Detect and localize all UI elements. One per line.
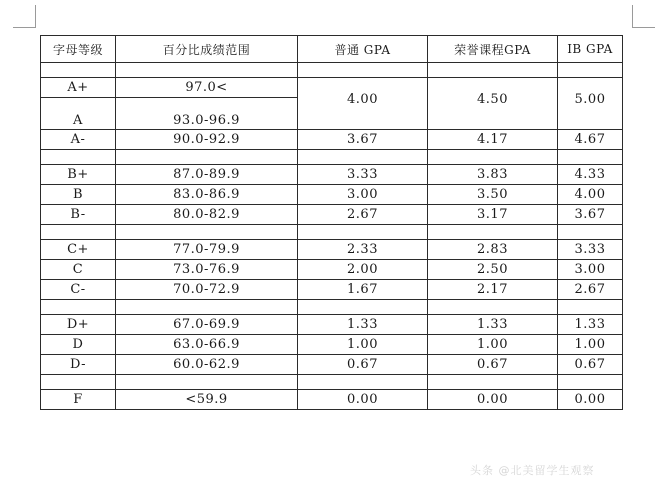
header-percent-range: 百分比成绩范围	[116, 36, 298, 63]
ib-gpa-cell: 0.67	[558, 355, 623, 375]
honors-gpa-cell: 0.67	[428, 355, 558, 375]
range-cell: <59.9	[116, 390, 298, 410]
spacer-row	[41, 225, 623, 240]
honors-gpa-cell: 2.17	[428, 280, 558, 300]
grade-cell: C	[41, 260, 116, 280]
regular-gpa-cell: 0.00	[298, 390, 428, 410]
table-row	[41, 315, 623, 335]
ib-gpa-cell: 4.33	[558, 165, 623, 185]
grade-cell: C-	[41, 280, 116, 300]
range-cell: 97.0<	[116, 78, 298, 98]
ib-gpa-cell: 1.00	[558, 335, 623, 355]
range-cell: 90.0-92.9	[116, 130, 298, 150]
watermark: 头条 @北美留学生观察	[470, 464, 595, 477]
range-cell: 93.0-96.9	[116, 98, 298, 130]
range-cell: 80.0-82.9	[116, 205, 298, 225]
ib-gpa-cell: 1.33	[558, 315, 623, 335]
spacer-cell	[558, 150, 623, 165]
grade-cell: C+	[41, 240, 116, 260]
regular-gpa-cell: 3.33	[298, 165, 428, 185]
gpa-conversion-table	[40, 35, 623, 410]
ib-gpa-cell: 3.33	[558, 240, 623, 260]
table-row	[41, 240, 623, 260]
range-cell: 77.0-79.9	[116, 240, 298, 260]
honors-gpa-cell: 2.83	[428, 240, 558, 260]
honors-gpa-cell: 4.17	[428, 130, 558, 150]
honors-gpa-cell: 1.00	[428, 335, 558, 355]
header-regular-gpa: 普通 GPA	[298, 36, 428, 63]
table-row	[41, 165, 623, 185]
spacer-cell	[41, 150, 116, 165]
spacer-cell	[298, 375, 428, 390]
spacer-cell	[116, 150, 298, 165]
spacer-cell	[41, 375, 116, 390]
honors-gpa-cell: 3.17	[428, 205, 558, 225]
header-ib-gpa: IB GPA	[558, 36, 623, 63]
ib-gpa-cell: 5.00	[558, 78, 623, 130]
spacer-cell	[116, 375, 298, 390]
range-cell: 60.0-62.9	[116, 355, 298, 375]
spacer-cell	[428, 150, 558, 165]
grade-cell: D+	[41, 315, 116, 335]
spacer-cell	[428, 225, 558, 240]
range-cell: 73.0-76.9	[116, 260, 298, 280]
grade-cell: A-	[41, 130, 116, 150]
table-row	[41, 390, 623, 410]
spacer-row	[41, 150, 623, 165]
grade-cell: F	[41, 390, 116, 410]
spacer-cell	[116, 300, 298, 315]
regular-gpa-cell: 1.67	[298, 280, 428, 300]
regular-gpa-cell: 1.00	[298, 335, 428, 355]
table-row	[41, 280, 623, 300]
table-row	[41, 78, 623, 98]
regular-gpa-cell: 3.67	[298, 130, 428, 150]
range-cell: 67.0-69.9	[116, 315, 298, 335]
header-honors-gpa: 荣誉课程GPA	[428, 36, 558, 63]
range-cell: 70.0-72.9	[116, 280, 298, 300]
table-row	[41, 185, 623, 205]
grade-cell: B-	[41, 205, 116, 225]
table-row	[41, 335, 623, 355]
spacer-row	[41, 375, 623, 390]
table-row	[41, 205, 623, 225]
grade-cell: D	[41, 335, 116, 355]
range-cell: 83.0-86.9	[116, 185, 298, 205]
spacer-cell	[428, 300, 558, 315]
grade-cell: B	[41, 185, 116, 205]
regular-gpa-cell: 2.00	[298, 260, 428, 280]
header-letter-grade: 字母等级	[41, 36, 116, 63]
ib-gpa-cell: 3.00	[558, 260, 623, 280]
spacer-cell	[41, 225, 116, 240]
honors-gpa-cell: 3.50	[428, 185, 558, 205]
regular-gpa-cell: 4.00	[298, 78, 428, 130]
spacer-cell	[298, 225, 428, 240]
grade-cell: A+	[41, 78, 116, 98]
range-cell: 87.0-89.9	[116, 165, 298, 185]
spacer-cell	[41, 300, 116, 315]
range-cell: 63.0-66.9	[116, 335, 298, 355]
spacer-cell	[298, 300, 428, 315]
regular-gpa-cell: 2.33	[298, 240, 428, 260]
page-corner-mark-right	[632, 5, 655, 28]
grade-cell: A	[41, 98, 116, 130]
spacer-row	[41, 63, 623, 78]
grade-cell: D-	[41, 355, 116, 375]
table-header-row	[41, 36, 623, 63]
ib-gpa-cell: 3.67	[558, 205, 623, 225]
ib-gpa-cell: 0.00	[558, 390, 623, 410]
table-row	[41, 130, 623, 150]
spacer-cell	[116, 225, 298, 240]
honors-gpa-cell: 0.00	[428, 390, 558, 410]
regular-gpa-cell: 2.67	[298, 205, 428, 225]
honors-gpa-cell: 1.33	[428, 315, 558, 335]
spacer-cell	[428, 375, 558, 390]
spacer-row	[41, 300, 623, 315]
regular-gpa-cell: 0.67	[298, 355, 428, 375]
spacer-cell	[298, 150, 428, 165]
honors-gpa-cell: 3.83	[428, 165, 558, 185]
ib-gpa-cell: 2.67	[558, 280, 623, 300]
ib-gpa-cell: 4.67	[558, 130, 623, 150]
regular-gpa-cell: 1.33	[298, 315, 428, 335]
table-row	[41, 355, 623, 375]
grade-cell: B+	[41, 165, 116, 185]
honors-gpa-cell: 4.50	[428, 78, 558, 130]
honors-gpa-cell: 2.50	[428, 260, 558, 280]
ib-gpa-cell: 4.00	[558, 185, 623, 205]
table-row	[41, 260, 623, 280]
regular-gpa-cell: 3.00	[298, 185, 428, 205]
page-corner-mark-left	[13, 5, 36, 28]
spacer-cell	[558, 300, 623, 315]
spacer-cell	[558, 375, 623, 390]
spacer-cell	[558, 225, 623, 240]
